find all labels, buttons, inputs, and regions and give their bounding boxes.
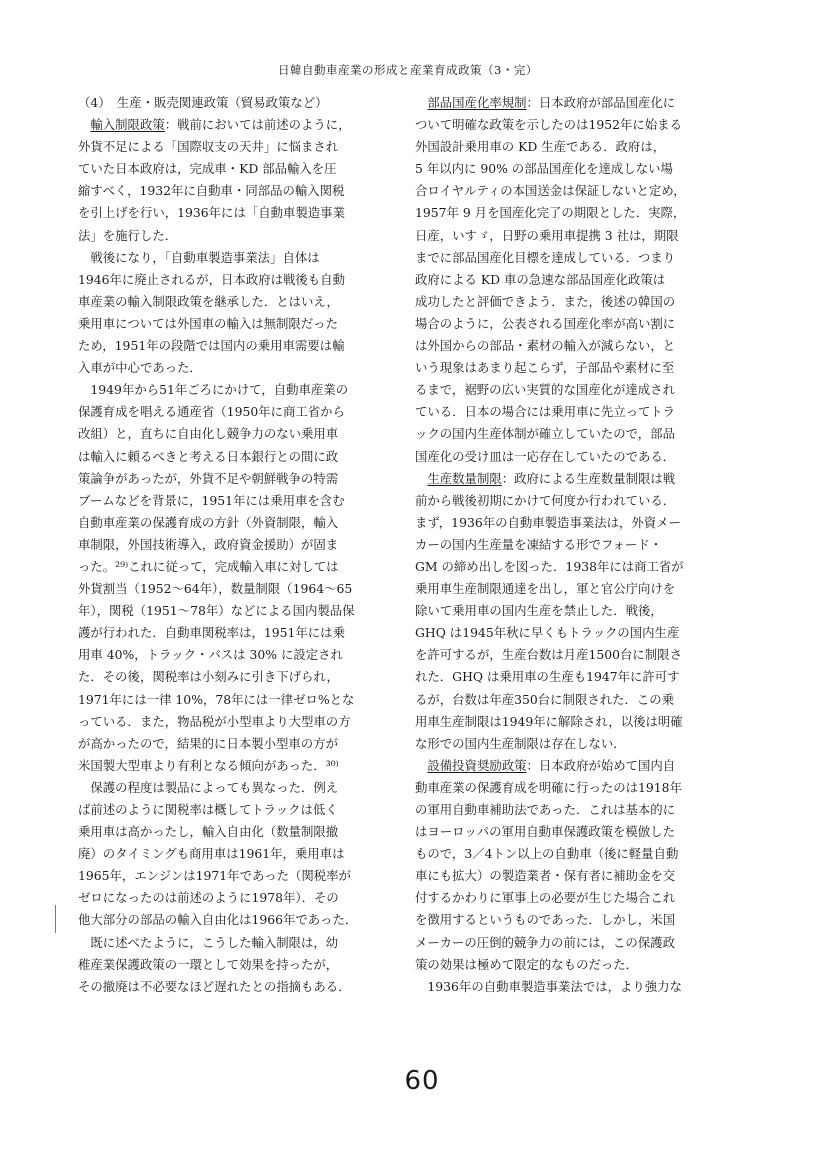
paragraph-line: 車制限，外国技術導入，政府資金援助）が固ま xyxy=(78,536,339,552)
paragraph-manufacturing-act xyxy=(415,976,721,998)
paragraph-line: ックの国内生産体制が確立していたので，部品 xyxy=(415,426,675,442)
paragraph-line: の軍用自動車補助法であった．これは基本的に xyxy=(415,802,676,817)
paragraph-line: 1936年の自動車製造事業法では，より強力な xyxy=(415,978,682,994)
left-column xyxy=(78,92,384,998)
paragraph-line: 1949年から51年ごろにかけて，自動車産業の xyxy=(78,382,349,398)
paragraph-line: 法」を施行した． xyxy=(78,227,178,243)
section-heading: （4） 生産・販売関連政策（貿易政策など） xyxy=(78,95,328,110)
paragraph-policy-debate xyxy=(78,379,384,777)
paragraph-line: 5 年以内に 90% の部品国産化を達成しない場 xyxy=(415,161,673,177)
paragraph-protection-degree xyxy=(78,777,384,932)
paragraph-line: ブームなどを背景に，1951年には乗用車を含む xyxy=(78,492,345,508)
paragraph-line: 除いて乗用車の国内生産を禁止した．戦後， xyxy=(415,603,663,619)
paragraph-import-restriction xyxy=(78,114,384,247)
paragraph-line: は外国からの部品・素材の輸入が減らない，と xyxy=(415,338,676,354)
paragraph-line: 年），関税（1951～78年）などによる国内製品保 xyxy=(78,603,355,619)
paragraph-line: 車産業の輸入制限政策を継承した．とはいえ， xyxy=(78,293,339,309)
paragraph-line: ため，1951年の段階では国内の乗用車需要は輸 xyxy=(78,338,345,354)
paragraph-line: 1971年には一律 10%，78年には一律ゼロ%とな xyxy=(78,691,355,707)
paragraph-line xyxy=(415,468,721,490)
paragraph-line: ついて明確な政策を示したのは1952年に始まる xyxy=(415,117,682,133)
paragraph-production-limit xyxy=(415,468,721,755)
paragraph-line: た．その後，関税率は小刻みに引き下げられ， xyxy=(78,669,339,685)
paragraph-line: ている．日本の場合には乗用車に先立ってトラ xyxy=(415,404,675,420)
paragraph-line: いう現象はあまり起こらず，子部品や素材に至 xyxy=(415,360,675,376)
paragraph-line: はヨーロッパの軍用自動車保護政策を模倣した xyxy=(415,824,675,840)
running-header: 日韓自動車産業の形成と産業育成政策（3・完） xyxy=(278,63,538,77)
paragraph-line: 策の効果は極めて限定的なものだった． xyxy=(415,956,639,972)
paragraph-line: った。²⁹⁾これに従って，完成輸入車に対しては xyxy=(78,558,339,574)
paragraph-infant-industry xyxy=(78,932,384,998)
page-number: 60 xyxy=(404,1066,440,1096)
paragraph-line: が高かったので，結果的に日本製小型車の方が xyxy=(78,735,338,751)
paragraph-line: GHQ は1945年秋に早くもトラックの国内生産 xyxy=(415,625,680,641)
paragraph-line: 保護の程度は製品によっても異なった．例え xyxy=(78,779,339,795)
paragraph-line: 1946年に廃止されるが，日本政府は戦後も自動 xyxy=(78,271,345,287)
paragraph-line: 自動車産業の保護育成の方針（外資制限，輸入 xyxy=(78,514,339,530)
paragraph-line: 場合のように，公表される国産化率が高い割に xyxy=(415,315,676,331)
paragraph-line xyxy=(78,114,384,136)
paragraph-line: ば前述のように関税率は概してトラックは低く xyxy=(78,802,338,817)
paragraph-line: 策論争があったが，外貨不足や朝鮮戦争の特需 xyxy=(78,470,339,486)
paragraph-line: 車にも拡大）の製造業者・保有者に補助金を交 xyxy=(415,868,676,884)
paragraph-line-text: ：日本政府が部品国産化に xyxy=(526,95,676,110)
paragraph-line: 縮すべく，1932年に自動車・同部品の輸入関税 xyxy=(78,183,345,199)
paragraph-line-text: ：日本政府が始めて国内自 xyxy=(526,757,676,773)
paragraph-postwar xyxy=(78,247,384,380)
paragraph-line: その撤廃は不必要なほど遅れたとの指摘もある． xyxy=(78,978,351,994)
paragraph-localization xyxy=(415,92,721,468)
paragraph-line: 米国製大型車より有利となる傾向があった．³⁰⁾ xyxy=(78,757,339,773)
paragraph-line: 用車 40%，トラック・バスは 30% に設定され xyxy=(78,647,343,663)
term-production-limit: 生産数量制限 xyxy=(427,470,502,486)
paragraph-line: 動車産業の保護育成を明確に行ったのは1918年 xyxy=(415,779,682,795)
term-investment-incentive: 設備投資奨励政策 xyxy=(427,757,527,773)
paragraph-line: 他大部分の部品の輸入自由化は1966年であった． xyxy=(78,912,358,928)
paragraph-line: 改組）と，直ちに自由化し競争力のない乗用車 xyxy=(78,426,339,442)
paragraph-line: 乗用車生産制限通達を出し，軍と官公庁向けを xyxy=(415,581,676,597)
paragraph-line: 外貨割当（1952～64年），数量制限（1964～65 xyxy=(78,581,353,597)
paragraph-line: 付するかわりに軍事上の必要が生じた場合これ xyxy=(415,890,676,906)
paragraph-line: 成功したと評価できよう．また，後述の韓国の xyxy=(415,293,676,309)
paragraph-line: っている．また，物品税が小型車より大型車の方 xyxy=(78,713,351,729)
paragraph-line: を許可するが，生産台数は月産1500台に制限さ xyxy=(415,647,682,663)
paragraph-line: 1957年 9 月を国産化完了の期限とした．実際， xyxy=(415,205,686,221)
paragraph-line: もので，3／4トン以上の自動車（後に軽量自動 xyxy=(415,846,679,862)
paragraph-investment-incentive xyxy=(415,755,721,976)
paragraph-line: るまで，裾野の広い実質的な国産化が達成され xyxy=(415,382,675,398)
paragraph-line: 国産化の受け皿は一応存在していたのである． xyxy=(415,448,676,464)
paragraph-line: 日産，いすゞ，日野の乗用車提携 3 社は，期限 xyxy=(415,227,679,243)
paragraph-line: 護が行われた．自動車関税率は，1951年には乗 xyxy=(78,625,345,641)
paragraph-line: 入車が中心であった． xyxy=(78,360,202,376)
paragraph-line: 既に述べたように，こうした輸入制限は，幼 xyxy=(78,934,339,950)
term-localization: 部品国産化率規制 xyxy=(427,95,527,110)
paragraph-line: を引上げを行い，1936年には「自動車製造事業 xyxy=(78,205,345,221)
paragraph-line: 乗用車は高かったし，輸入自由化（数量制限撤 xyxy=(78,824,339,840)
paragraph-line: れた．GHQ は乗用車の生産も1947年に許可す xyxy=(415,669,680,685)
paragraph-line: な形での国内生産制限は存在しない． xyxy=(415,735,626,751)
paragraph-line: は輸入に頼るべきと考える日本銀行との間に政 xyxy=(78,448,339,464)
paragraph-line: 乗用車については外国車の輸入は無制限だった xyxy=(78,315,338,331)
paragraph-line-text: ：戦前においては前述のように， xyxy=(164,117,351,133)
paragraph-line xyxy=(415,92,721,114)
paragraph-line: GM の締め出しを図った．1938年には商工省が xyxy=(415,558,684,574)
right-column xyxy=(415,92,721,998)
paragraph-line: ていた日本政府は，完成車・KD 部品輸入を圧 xyxy=(78,161,337,177)
paragraph-line-text: ：政府による生産数量制限は戦 xyxy=(501,470,676,486)
paragraph-line: るが，台数は年産350台に制限された．この乗 xyxy=(415,691,675,707)
paragraph-line: 稚産業保護政策の一環として効果を持ったが， xyxy=(78,956,339,972)
paragraph-line: 前から戦後初期にかけて何度か行われている． xyxy=(415,492,676,508)
paragraph-line: 用車生産制限は1949年に解除され，以後は明確 xyxy=(415,713,683,729)
paragraph-line: 戦後になり，「自動車製造事業法」自体は xyxy=(78,249,320,265)
paragraph-line: 外国設計乗用車の KD 生産である．政府は， xyxy=(415,139,666,155)
paragraph-line: 政府による KD 車の急速な部品国産化政策は xyxy=(415,271,666,287)
paragraph-line: カーの国内生産量を凍結する形でフォード・ xyxy=(415,536,663,552)
paragraph-line: ゼロになったのは前述のように1978年）．その xyxy=(78,890,339,906)
margin-mark xyxy=(55,905,56,933)
paragraph-line: を徴用するというものであった．しかし，米国 xyxy=(415,912,676,928)
paragraph-line: まず，1936年の自動車製造事業法は，外資メー xyxy=(415,514,681,530)
paragraph-line: までに部品国産化目標を達成している．つまり xyxy=(415,249,676,265)
paragraph-line: 1965年，エンジンは1971年であった（関税率が xyxy=(78,868,351,884)
paragraph-line xyxy=(415,755,721,777)
paragraph-line: メーカーの圧倒的競争力の前には，この保護政 xyxy=(415,934,675,950)
paragraph-line: 保護育成を唱える通産省（1950年に商工省から xyxy=(78,404,345,420)
paragraph-line: 外貨不足による「国際収支の天井」に悩まされ xyxy=(78,139,339,155)
paragraph-line: 廃）のタイミングも商用車は1961年，乗用車は xyxy=(78,846,345,862)
paragraph-line: 合ロイヤルティの本国送金は保証しないと定め， xyxy=(415,183,686,199)
term-import-restriction: 輸入制限政策 xyxy=(90,117,165,133)
